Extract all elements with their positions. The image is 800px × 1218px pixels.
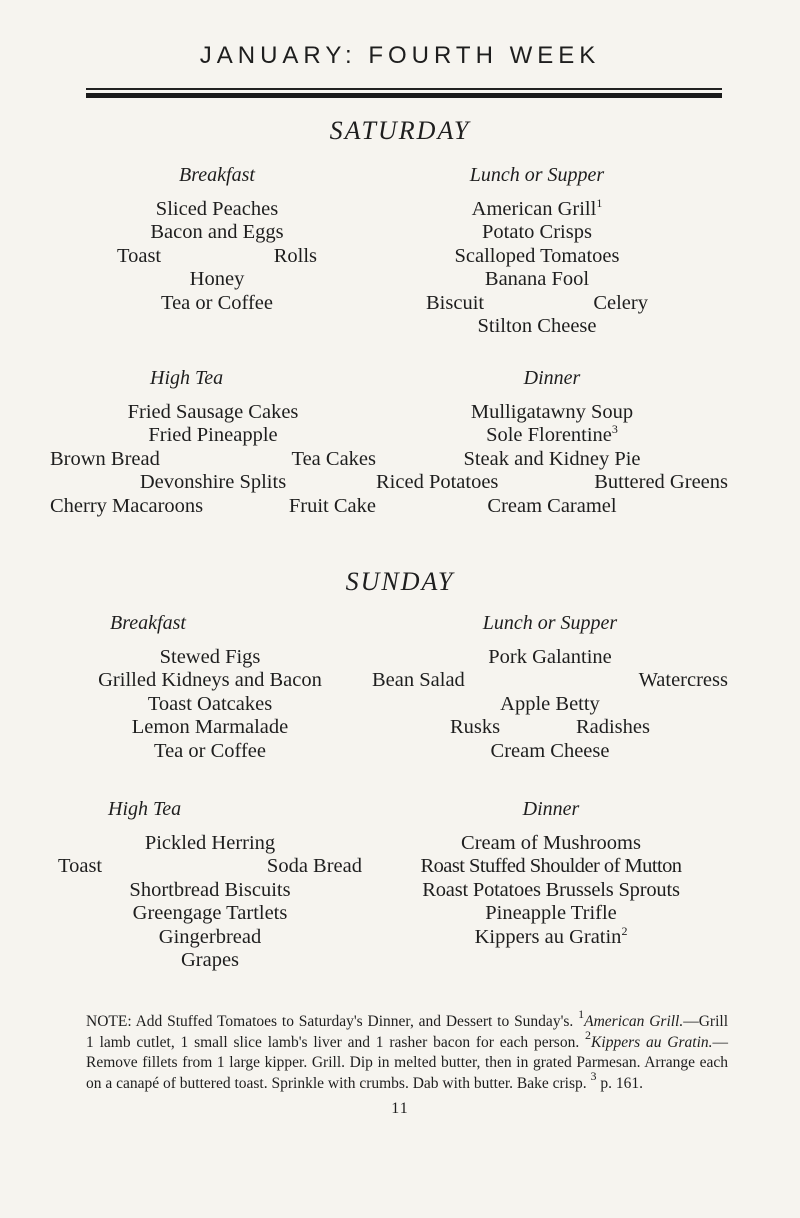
- menu-item: Sole Florentine$^3$: [486, 422, 618, 446]
- meal-title: Dinner: [522, 798, 580, 820]
- menu-item: Buttered Greens: [594, 471, 728, 493]
- meal-title: Lunch or Supper: [469, 164, 605, 186]
- menu-item: Kippers au Gratin$^2$: [474, 923, 628, 948]
- menu-item: Roast Stuffed Shoulder of Mutton: [420, 855, 682, 877]
- sunday-breakfast: [60, 612, 360, 763]
- menu-item: Stewed Figs: [159, 645, 261, 668]
- sunday-dinner: [370, 798, 732, 949]
- footnote-block: [86, 1007, 729, 1094]
- menu-item: Rusks: [450, 716, 501, 738]
- footnote-title: Kippers au Gratin.: [591, 1033, 713, 1051]
- menu-item: Soda Bread: [266, 855, 362, 877]
- menu-item: Grilled Kidneys and Bacon: [98, 669, 322, 691]
- menu-item: Cherry Macaroons: [50, 494, 204, 517]
- menu-item: Tea or Coffee: [153, 739, 267, 762]
- meal-title: Lunch or Supper: [482, 612, 618, 634]
- menu-item: Toast: [58, 855, 103, 877]
- meal-title: Breakfast: [110, 612, 186, 634]
- menu-item: Stilton Cheese: [477, 315, 597, 337]
- note-text: NOTE: Add Stuffed Tomatoes to Saturday's Dinner, and Dessert to Sunday's.: [86, 1013, 574, 1030]
- footnote-title: American Grill.: [584, 1013, 684, 1030]
- menu-item: Toast Oatcakes: [147, 692, 273, 715]
- page-number: 11: [391, 1100, 409, 1117]
- meal-title: High Tea: [108, 798, 182, 820]
- menu-item-row: [372, 716, 728, 740]
- menu-item: Fruit Cake: [288, 494, 376, 517]
- sunday-lunch: [372, 612, 728, 763]
- menu-item: Potato Crisps: [482, 221, 592, 243]
- menu-item-row: [50, 448, 376, 472]
- footnote-text: —Remove fillets from 1 large kipper. Grill. Dip in melted butter, then in grated Parmesan. Arrange each on a canapé of buttered toast. Sprinkle with crumbs. Dab with butter. Bake crisp.: [86, 1033, 728, 1092]
- menu-item: Tea Cakes: [291, 447, 376, 470]
- menu-item: Bacon and Eggs: [150, 221, 284, 243]
- header-rule-thin: [86, 88, 722, 90]
- footnote-text: —Grill 1 lamb cutlet, 1 small slice lamb's liver and 1 rasher bacon for each person.: [86, 1013, 729, 1051]
- menu-item: Apple Betty: [500, 692, 600, 715]
- menu-item-row: [58, 855, 362, 879]
- footnote-mark: 1: [578, 1007, 585, 1021]
- menu-item-row: [420, 292, 654, 316]
- menu-item: Rolls: [273, 244, 317, 267]
- menu-item: Scalloped Tomatoes: [454, 244, 620, 267]
- footnote-mark: 2: [585, 1027, 592, 1042]
- footnote-mark: 2: [621, 923, 628, 938]
- menu-item-row: [376, 471, 728, 495]
- menu-item-row: [117, 245, 317, 269]
- meal-title: High Tea: [150, 367, 224, 389]
- menu-item: Toast: [117, 244, 162, 267]
- menu-item: Roast Potatoes Brussels Sprouts: [422, 878, 680, 901]
- header-rule-thick: [86, 93, 722, 98]
- menu-item: Lemon Marmalade: [131, 716, 289, 738]
- saturday-lunch: [420, 164, 654, 339]
- menu-item: Devonshire Splits: [139, 471, 287, 493]
- footnote-mark: 1: [596, 195, 603, 210]
- menu-item: Biscuit: [426, 291, 485, 314]
- menu-item: Brown Bread: [50, 447, 160, 470]
- sunday-title: SUNDAY: [345, 567, 455, 596]
- menu-item: Celery: [593, 291, 648, 314]
- menu-item: American Grill$^1$: [471, 195, 603, 220]
- footnote-text: p. 161.: [600, 1074, 643, 1092]
- menu-item: Pickled Herring: [144, 831, 276, 854]
- saturday-dinner: [376, 367, 728, 518]
- saturday-title: SATURDAY: [329, 116, 471, 145]
- saturday-high-tea: [50, 367, 376, 518]
- menu-item: Cream Cheese: [490, 739, 610, 762]
- menu-item: Steak and Kidney Pie: [463, 447, 641, 470]
- footnote-mark: 3: [611, 422, 618, 436]
- menu-item: Shortbread Biscuits: [129, 878, 291, 901]
- menu-item-row: [50, 495, 376, 519]
- menu-item: Fried Pineapple: [148, 424, 278, 446]
- menu-item: Cream of Mushrooms: [461, 831, 641, 854]
- menu-item: Pork Galantine: [488, 645, 612, 668]
- menu-item: Fried Sausage Cakes: [127, 400, 299, 423]
- menu-item: Grapes: [180, 949, 240, 971]
- meal-title: Dinner: [523, 367, 581, 389]
- menu-item: Bean Salad: [372, 669, 465, 691]
- footnote-mark: 3: [590, 1068, 597, 1083]
- menu-item: Honey: [189, 268, 245, 290]
- menu-item: Gingerbread: [158, 925, 262, 948]
- menu-item: Greengage Tartlets: [132, 902, 288, 924]
- menu-item: Riced Potatoes: [376, 471, 499, 493]
- menu-item: Banana Fool: [484, 268, 590, 290]
- sunday-high-tea: [58, 798, 362, 973]
- page-header: JANUARY: FOURTH WEEK: [199, 42, 601, 69]
- menu-item: Pineapple Trifle: [485, 902, 617, 924]
- menu-item-row: [372, 669, 728, 693]
- menu-item: Radishes: [575, 716, 650, 738]
- meal-title: Breakfast: [179, 164, 255, 186]
- menu-item: Mulligatawny Soup: [470, 400, 634, 423]
- menu-item: Sliced Peaches: [155, 197, 279, 220]
- saturday-breakfast: [117, 164, 317, 315]
- menu-item: Cream Caramel: [487, 494, 617, 517]
- menu-item: Watercress: [638, 669, 728, 691]
- menu-item: Tea or Coffee: [160, 291, 274, 314]
